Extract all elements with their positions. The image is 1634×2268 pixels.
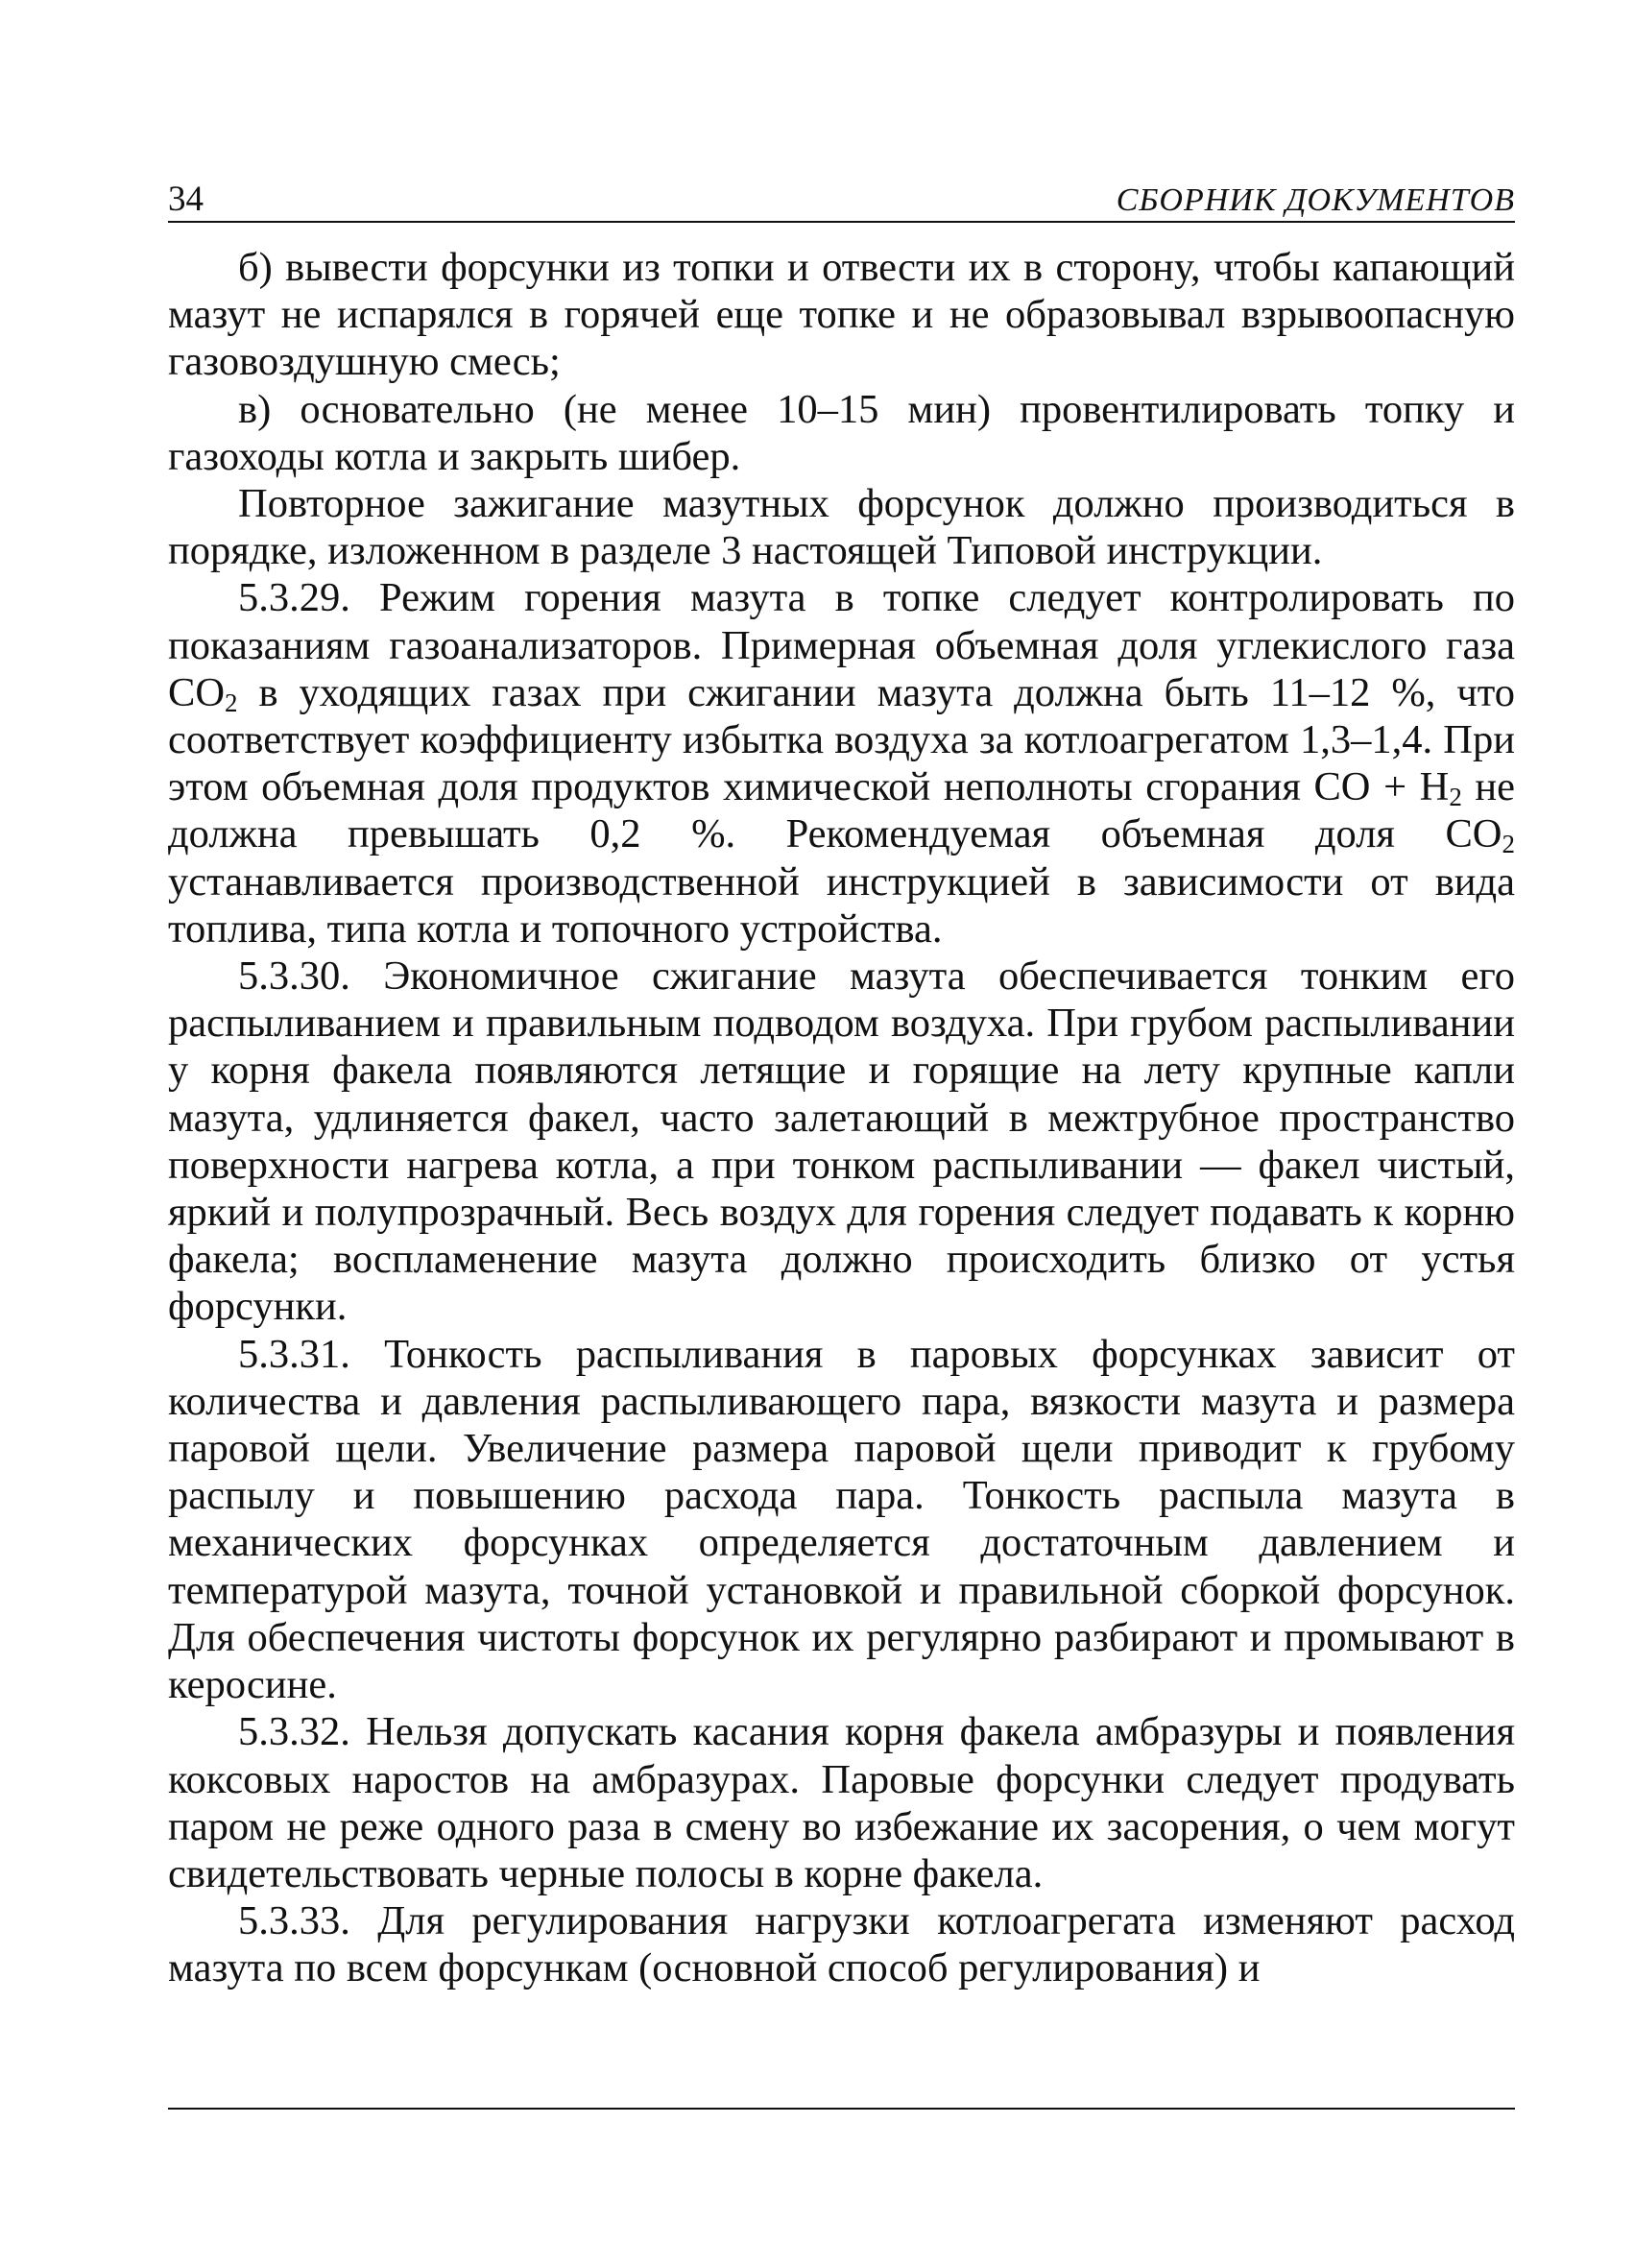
text-segment: Повторное зажигание мазутных форсунок должно производиться в порядке, изложенном в разделе 3 настоящей Типовой инструкции.	[168, 481, 1515, 574]
text-segment: 5.3.30. Экономичное сжигание мазута обеспечивается тонким его распыливанием и правильным подводом воздуха. При грубом распыливании у корня факела появляются летящие и горящие на лету крупные капли мазута, удлиняется факел, часто залетающий в межтрубное пространство поверхности нагрева котла, а при тонком распыливании — факел чистый, яркий и полупрозрачный. Весь воздух для горения следует подавать к корню факела; воспламенение мазута должно происходить близко от устья форсунки.	[168, 953, 1515, 1330]
paragraph-reignition	[168, 480, 1515, 574]
text-segment: 5.3.29. Режим горения мазута в топке следует контролировать по показаниям газоанализаторов. Примерная объемная доля углекислого газа СО	[168, 575, 1515, 715]
subscript: 2	[225, 688, 238, 717]
paragraph-5-3-32	[168, 1708, 1515, 1897]
document-body	[168, 244, 1515, 1992]
text-segment: устанавливается производственной инструкцией в зависимости от вида топлива, типа котла и топочного устройства.	[168, 858, 1515, 952]
footer-rule	[168, 2108, 1515, 2110]
page-header	[168, 173, 1515, 223]
paragraph-5-3-33	[168, 1897, 1515, 1991]
page-number: 34	[168, 180, 204, 219]
paragraph-5-3-31	[168, 1331, 1515, 1709]
text-segment: не должна превышать 0,2 %. Рекомендуемая объемная доля СО	[168, 764, 1515, 857]
text-segment: в уходящих газах при сжигании мазута должна быть 11–12 %, что соответствует коэффициенту избытка воздуха за котлоагрегатом 1,3–1,4. При этом объемная доля продуктов химической неполноты сгорания СО + Н	[168, 669, 1515, 810]
text-segment: в) основательно (не менее 10–15 мин) провентилировать топку и газоходы котла и закрыть шибер.	[168, 386, 1515, 479]
subscript: 2	[1502, 830, 1515, 859]
paragraph-b	[168, 244, 1515, 386]
text-segment: 5.3.31. Тонкость распыливания в паровых форсунках зависит от количества и давления распыливающего пара, вязкости мазута и размера паровой щели. Увеличение размера паровой щели приводит к грубому распылу и повышению расхода пара. Тонкость распыла мазута в механических форсунках определяется достаточным давлением и температурой мазута, точной установкой и правильной сборкой форсунок. Для обеспечения чистоты форсунок их регулярно разбирают и промывают в керосине.	[168, 1331, 1515, 1708]
text-segment: 5.3.33. Для регулирования нагрузки котлоагрегата изменяют расход мазута по всем форсункам (основной способ регулирования) и	[168, 1898, 1515, 1991]
paragraph-5-3-29	[168, 574, 1515, 953]
paragraph-5-3-30	[168, 953, 1515, 1331]
text-segment: 5.3.32. Нельзя допускать касания корня факела амбразуры и появления коксовых наростов на амбразурах. Паровые форсунки следует продувать паром не реже одного раза в смену во избежание их засорения, о чем могут свидетельствовать черные полосы в корне факела.	[168, 1709, 1515, 1896]
text-segment: б) вывести форсунки из топки и отвести их в сторону, чтобы капающий мазут не испарялся в горячей еще топке и не образовывал взрывоопасную газовоздушную смесь;	[168, 245, 1515, 385]
paragraph-v	[168, 386, 1515, 480]
document-page	[168, 173, 1515, 1992]
subscript: 2	[1449, 783, 1462, 812]
running-title: СБОРНИК ДОКУМЕНТОВ	[1116, 182, 1515, 218]
